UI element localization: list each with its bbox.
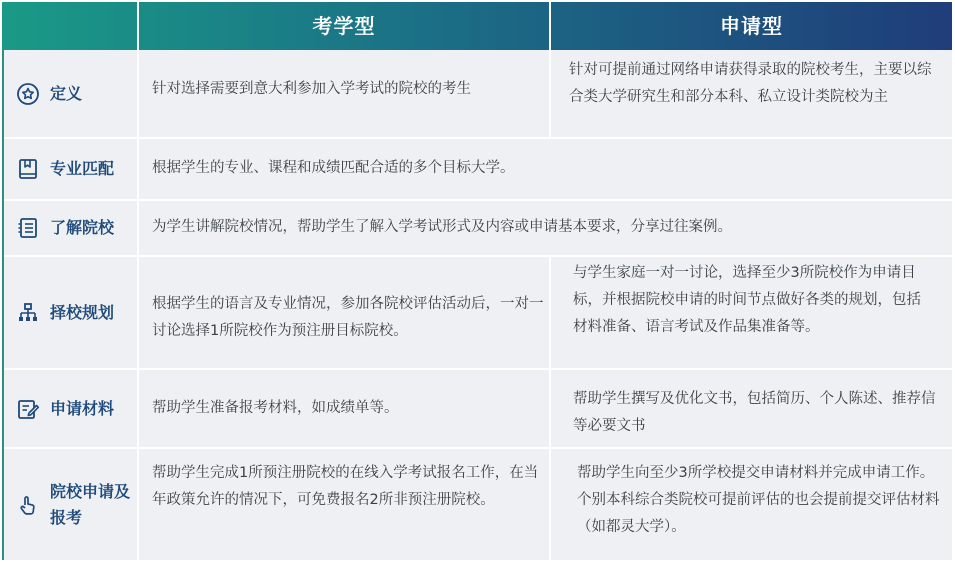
cell-application-definition: 针对可提前通过网络申请获得录取的院校考生，主要以综合类大学研究生和部分本科、私立设计类院校为主	[569, 62, 932, 105]
cell-know-schools: 为学生讲解院校情况，帮助学生了解入学考试形式及内容或申请基本要求，分享过往案例。	[152, 219, 732, 235]
column-divider	[549, 50, 551, 137]
network-icon	[16, 301, 40, 325]
pointer-hand-icon	[16, 493, 40, 517]
row-label-school-planning: 择校规划	[16, 257, 114, 368]
cell-application-submission: 帮助学生向至少3所学校提交申请材料并完成申请工作。个别本科综合类院校可提前评估的也会提前提交评估材料（如都灵大学）。	[577, 465, 940, 535]
list-document-icon	[16, 216, 40, 240]
edit-document-icon	[16, 397, 40, 421]
row-label-school-application: 院校申请及报考	[16, 449, 134, 560]
table-left-border	[2, 50, 4, 560]
header-exam-type: 考学型	[312, 14, 376, 38]
cell-application-planning: 与学生家庭一对一讨论，选择至少3所院校作为申请目标，并根据院校申请的时间节点做好各类的规划，包括材料准备、语言考试及作品集准备等。	[573, 265, 921, 335]
cell-exam-registration: 帮助学生完成1所预注册院校的在线入学考试报名工作，在当年政策允许的情况下，可免费报名2所非预注册院校。	[152, 465, 539, 508]
row-divider	[2, 199, 952, 201]
row-divider	[2, 255, 952, 257]
bookmark-icon	[16, 157, 40, 181]
cell-application-materials: 帮助学生撰写及优化文书，包括简历、个人陈述、推荐信等必要文书	[573, 391, 936, 434]
comparison-table	[2, 2, 952, 560]
cell-exam-planning: 根据学生的语言及专业情况，参加各院校评估活动后，一对一讨论选择1所院校作为预注册目标院校。	[152, 296, 544, 339]
header-application-type: 申请型	[720, 14, 783, 38]
row-divider	[2, 368, 952, 370]
row-label-definition: 定义	[16, 50, 82, 137]
column-divider	[549, 257, 551, 560]
cell-major-match: 根据学生的专业、课程和成绩匹配合适的多个目标大学。	[152, 160, 515, 176]
header-divider	[137, 2, 139, 50]
row-divider	[2, 137, 952, 139]
cell-exam-definition: 针对选择需要到意大利参加入学考试的院校的考生	[152, 81, 471, 97]
header-divider	[549, 2, 551, 50]
row-label-know-schools: 了解院校	[16, 201, 114, 255]
row-divider	[2, 447, 952, 449]
star-badge-icon	[16, 82, 40, 106]
row-label-application-materials: 申请材料	[16, 370, 114, 447]
column-divider	[137, 50, 139, 560]
row-label-major-match: 专业匹配	[16, 139, 114, 199]
cell-exam-materials: 帮助学生准备报考材料，如成绩单等。	[152, 400, 399, 416]
